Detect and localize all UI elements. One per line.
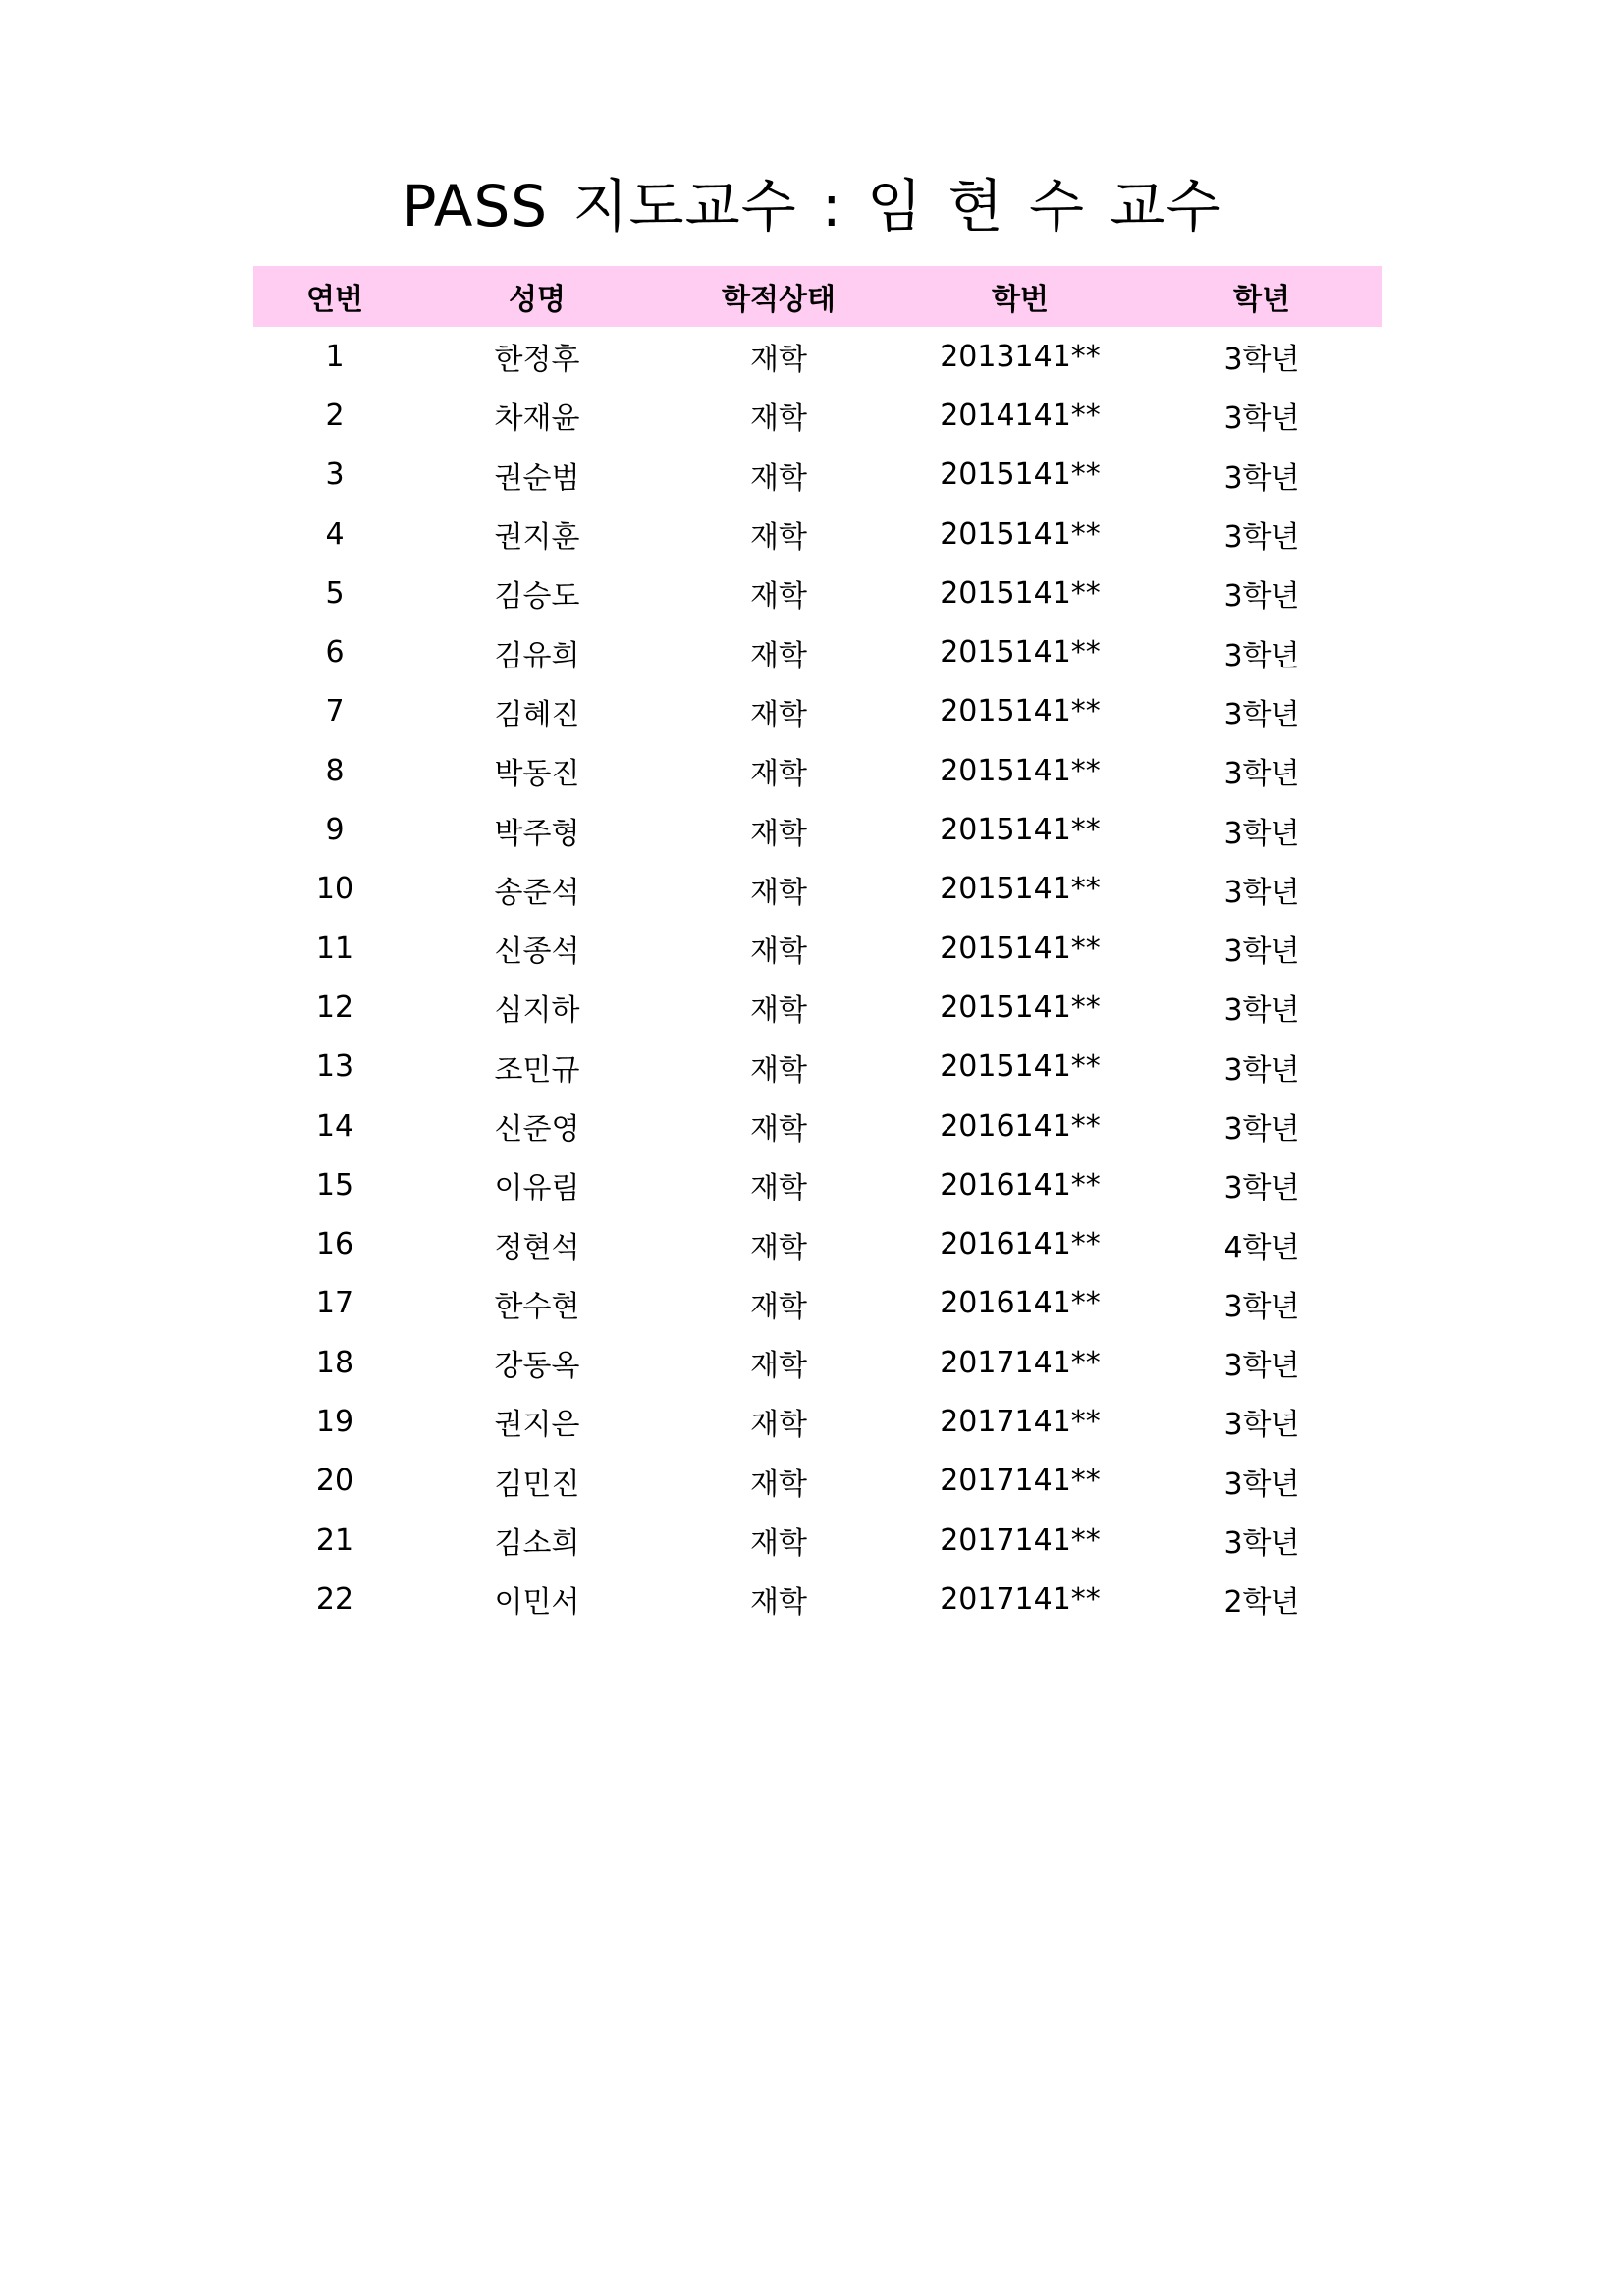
cell-student-id: 2015141** [940, 694, 1101, 729]
cell-name: 이유림 [494, 1171, 580, 1206]
column-header-status: 학적상태 [722, 283, 836, 317]
table-header-row [253, 266, 1382, 327]
cell-name: 신준영 [494, 1112, 580, 1147]
cell-name: 김승도 [494, 579, 580, 614]
cell-name: 심지하 [494, 993, 580, 1029]
cell-status: 재학 [750, 934, 807, 970]
cell-name: 이민서 [494, 1585, 580, 1621]
table-row [253, 446, 1382, 505]
cell-grade: 3학년 [1223, 1467, 1300, 1502]
cell-student-id: 2016141** [940, 1227, 1101, 1262]
cell-status: 재학 [750, 1349, 807, 1384]
cell-number: 13 [315, 1049, 354, 1085]
cell-number: 14 [315, 1108, 354, 1144]
cell-grade: 3학년 [1223, 1526, 1300, 1562]
cell-student-id: 2017141** [940, 1581, 1101, 1617]
cell-name: 정현석 [494, 1230, 580, 1265]
table-row [253, 682, 1382, 741]
cell-status: 재학 [750, 460, 807, 496]
cell-grade: 3학년 [1223, 816, 1300, 851]
cell-status: 재학 [750, 401, 807, 437]
cell-name: 차재윤 [494, 401, 580, 437]
cell-number: 5 [325, 575, 345, 611]
cell-status: 재학 [750, 1052, 807, 1088]
cell-status: 재학 [750, 1585, 807, 1621]
table-row [253, 1392, 1382, 1451]
cell-status: 재학 [750, 1230, 807, 1265]
table-row [253, 860, 1382, 919]
cell-grade: 3학년 [1223, 757, 1300, 792]
cell-status: 재학 [750, 343, 807, 378]
cell-number: 15 [315, 1167, 354, 1202]
cell-grade: 3학년 [1223, 401, 1300, 437]
cell-student-id: 2013141** [940, 339, 1101, 374]
table-row [253, 741, 1382, 800]
cell-grade: 3학년 [1223, 1408, 1300, 1443]
cell-status: 재학 [750, 993, 807, 1029]
cell-grade: 3학년 [1223, 460, 1300, 496]
cell-grade: 2학년 [1223, 1585, 1300, 1621]
cell-status: 재학 [750, 875, 807, 910]
cell-grade: 4학년 [1223, 1230, 1300, 1265]
cell-grade: 3학년 [1223, 579, 1300, 614]
cell-status: 재학 [750, 1171, 807, 1206]
cell-grade: 3학년 [1223, 934, 1300, 970]
cell-name: 조민규 [494, 1052, 580, 1088]
table-row [253, 1333, 1382, 1392]
cell-student-id: 2015141** [940, 575, 1101, 611]
cell-number: 3 [325, 457, 345, 493]
cell-number: 7 [325, 694, 345, 729]
cell-student-id: 2015141** [940, 516, 1101, 552]
cell-status: 재학 [750, 520, 807, 556]
cell-grade: 3학년 [1223, 993, 1300, 1029]
table-row [253, 978, 1382, 1037]
table-row [253, 919, 1382, 978]
cell-name: 신종석 [494, 934, 580, 970]
cell-number: 18 [315, 1345, 354, 1380]
cell-status: 재학 [750, 1112, 807, 1147]
cell-name: 송준석 [494, 875, 580, 910]
cell-grade: 3학년 [1223, 1171, 1300, 1206]
cell-status: 재학 [750, 1526, 807, 1562]
cell-student-id: 2016141** [940, 1108, 1101, 1144]
table-row [253, 327, 1382, 386]
cell-grade: 3학년 [1223, 697, 1300, 732]
cell-grade: 3학년 [1223, 875, 1300, 910]
column-header-grade: 학년 [1233, 283, 1290, 317]
cell-name: 김민진 [494, 1467, 580, 1502]
cell-status: 재학 [750, 1467, 807, 1502]
cell-number: 2 [325, 398, 345, 433]
cell-student-id: 2016141** [940, 1167, 1101, 1202]
cell-name: 김소희 [494, 1526, 580, 1562]
cell-number: 1 [325, 339, 345, 374]
cell-grade: 3학년 [1223, 1112, 1300, 1147]
cell-grade: 3학년 [1223, 1052, 1300, 1088]
table-row [253, 1096, 1382, 1155]
table-row [253, 1570, 1382, 1629]
cell-student-id: 2014141** [940, 398, 1101, 433]
cell-number: 4 [325, 516, 345, 552]
cell-student-id: 2017141** [940, 1522, 1101, 1558]
cell-student-id: 2015141** [940, 635, 1101, 670]
cell-name: 권지은 [494, 1408, 580, 1443]
cell-number: 9 [325, 813, 345, 848]
cell-number: 19 [315, 1404, 354, 1439]
table-row [253, 1274, 1382, 1333]
cell-name: 한수현 [494, 1289, 580, 1324]
table-row [253, 563, 1382, 622]
cell-student-id: 2015141** [940, 872, 1101, 907]
cell-grade: 3학년 [1223, 1349, 1300, 1384]
table-body [253, 327, 1382, 1629]
table-row [253, 1452, 1382, 1511]
cell-grade: 3학년 [1223, 343, 1300, 378]
table-row [253, 386, 1382, 445]
cell-grade: 3학년 [1223, 638, 1300, 673]
cell-status: 재학 [750, 697, 807, 732]
cell-grade: 3학년 [1223, 1289, 1300, 1324]
cell-grade: 3학년 [1223, 520, 1300, 556]
column-header-name: 성명 [509, 283, 566, 317]
cell-student-id: 2015141** [940, 989, 1101, 1025]
cell-student-id: 2015141** [940, 1049, 1101, 1085]
cell-number: 12 [315, 989, 354, 1025]
cell-status: 재학 [750, 816, 807, 851]
cell-status: 재학 [750, 638, 807, 673]
cell-status: 재학 [750, 757, 807, 792]
cell-name: 박동진 [494, 757, 580, 792]
cell-student-id: 2015141** [940, 457, 1101, 493]
cell-student-id: 2015141** [940, 753, 1101, 788]
table-row [253, 1155, 1382, 1214]
cell-name: 권순범 [494, 460, 580, 496]
cell-number: 8 [325, 753, 345, 788]
cell-student-id: 2015141** [940, 813, 1101, 848]
cell-number: 16 [315, 1227, 354, 1262]
column-header-number: 연번 [306, 283, 363, 317]
table-row [253, 1511, 1382, 1570]
cell-number: 10 [315, 872, 354, 907]
table-row [253, 1038, 1382, 1096]
cell-number: 11 [315, 931, 354, 966]
cell-name: 김유희 [494, 638, 580, 673]
cell-student-id: 2017141** [940, 1464, 1101, 1499]
student-roster-table [253, 266, 1382, 1629]
cell-number: 21 [315, 1522, 354, 1558]
cell-number: 22 [315, 1581, 354, 1617]
table-row [253, 622, 1382, 681]
cell-status: 재학 [750, 1408, 807, 1443]
table-row [253, 505, 1382, 563]
page-title: PASS 지도교수 : 임 현 수 교수 [402, 173, 1222, 240]
table-row [253, 800, 1382, 859]
cell-student-id: 2017141** [940, 1345, 1101, 1380]
cell-name: 권지훈 [494, 520, 580, 556]
cell-number: 17 [315, 1286, 354, 1321]
cell-status: 재학 [750, 579, 807, 614]
table-row [253, 1214, 1382, 1273]
cell-name: 김혜진 [494, 697, 580, 732]
cell-status: 재학 [750, 1289, 807, 1324]
cell-number: 6 [325, 635, 345, 670]
cell-name: 한정후 [494, 343, 580, 378]
column-header-student-id: 학번 [992, 283, 1049, 317]
cell-name: 박주형 [494, 816, 580, 851]
cell-name: 강동옥 [494, 1349, 580, 1384]
cell-number: 20 [315, 1464, 354, 1499]
cell-student-id: 2017141** [940, 1404, 1101, 1439]
cell-student-id: 2015141** [940, 931, 1101, 966]
cell-student-id: 2016141** [940, 1286, 1101, 1321]
